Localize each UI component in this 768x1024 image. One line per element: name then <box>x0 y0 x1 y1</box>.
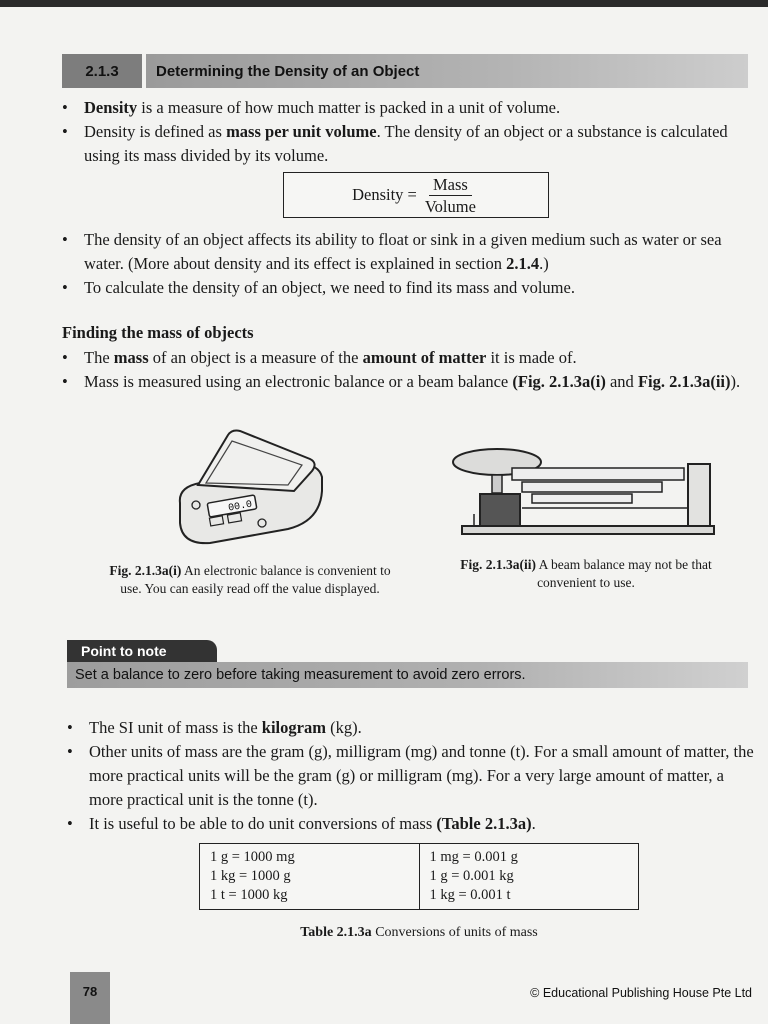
list-item <box>62 370 752 394</box>
conversion-entry: 1 g = 0.001 kg <box>429 868 514 884</box>
list-item <box>62 346 752 370</box>
mass-conversion-table <box>199 843 639 910</box>
subheading-finding-mass: Finding the mass of objects <box>62 323 254 342</box>
density-bullet-list <box>62 228 752 300</box>
table-reference: (Table 2.1.3a) <box>436 814 532 833</box>
conversion-entry: 1 t = 1000 kg <box>210 887 288 903</box>
caption-text: A beam balance may not be that convenient to use. <box>535 557 712 590</box>
bullet-text: To calculate the density of an object, we need to find its mass and volume. <box>84 278 575 297</box>
figure-label: Fig. 2.1.3a(ii) <box>460 557 536 572</box>
conversion-entry: 1 mg = 0.001 g <box>429 849 518 865</box>
table-label: Table 2.1.3a <box>300 925 372 940</box>
unit-bullet-list <box>67 716 757 836</box>
bullet-text: The density of an object affects its ability to float or sink in a given medium such as water or sea water. (More about density and its effect is explained in section <box>84 230 722 273</box>
balance-display-readout: 00.0 <box>227 499 254 515</box>
bullet-text: and <box>605 372 638 391</box>
bold-phrase: mass per unit volume <box>226 122 377 141</box>
caption-text: An electronic balance is convenient to use. You can easily read off the value displayed. <box>120 563 391 596</box>
bullet-text: (kg). <box>325 718 362 737</box>
bullet-text: is a measure of how much matter is packed in a unit of volume. <box>137 98 561 117</box>
caption-text: Conversions of units of mass <box>371 925 538 940</box>
density-formula-box <box>283 172 549 218</box>
figure-reference: Fig. 2.1.3a(ii) <box>637 372 731 391</box>
point-to-note-tab: Point to note <box>67 640 217 662</box>
figure-caption-electronic <box>100 562 400 598</box>
table-row <box>200 844 639 910</box>
conversion-entry: 1 g = 1000 mg <box>210 849 295 865</box>
formula-numerator: Mass <box>429 175 472 196</box>
bullet-text: . <box>531 814 536 833</box>
figure-reference: (Fig. 2.1.3a(i) <box>512 372 606 391</box>
bullet-text: ). <box>730 372 741 391</box>
point-to-note-text: Set a balance to zero before taking measurement to avoid zero errors. <box>67 662 748 688</box>
bullet-text: Mass is measured using an electronic balance or a beam balance <box>84 372 513 391</box>
figure-label: Fig. 2.1.3a(i) <box>109 563 182 578</box>
section-reference: 2.1.4 <box>506 254 540 273</box>
bullet-text: . The density of an object or a substance is calculated using its mass divided by its volume. <box>84 122 728 165</box>
term-density: Density <box>84 98 138 117</box>
list-item <box>62 96 752 120</box>
conversion-entry: 1 kg = 0.001 t <box>429 887 511 903</box>
bullet-text: The <box>84 348 114 367</box>
intro-bullet-list <box>62 96 752 168</box>
section-header <box>62 54 748 88</box>
section-title: Determining the Density of an Object <box>146 54 748 88</box>
bullet-text: of an object is a measure of the <box>148 348 363 367</box>
list-item <box>62 276 752 300</box>
table-caption <box>199 925 639 941</box>
list-item <box>62 228 752 276</box>
section-number: 2.1.3 <box>62 54 142 88</box>
bullet-text: it is made of. <box>486 348 577 367</box>
publisher-credit: © Educational Publishing House Pte Ltd <box>530 986 752 1000</box>
bold-phrase: kilogram <box>261 718 326 737</box>
bullet-text: Density is defined as <box>84 122 227 141</box>
list-item <box>67 740 757 812</box>
conversion-entry: 1 kg = 1000 g <box>210 868 291 884</box>
bullet-text: It is useful to be able to do unit conversions of mass <box>89 814 437 833</box>
bullet-text: .) <box>539 254 549 273</box>
page-number: 78 <box>70 972 110 1024</box>
mass-bullet-list <box>62 346 752 394</box>
electronic-balance-illustration <box>170 425 330 550</box>
figure-caption-beam <box>436 556 736 592</box>
formula-denominator: Volume <box>424 196 476 216</box>
formula-lhs: Density = <box>352 185 417 204</box>
table-cell-left <box>200 844 420 910</box>
bold-phrase: amount of matter <box>362 348 487 367</box>
formula-fraction <box>421 175 480 216</box>
list-item <box>67 716 757 740</box>
bullet-text: Other units of mass are the gram (g), milligram (mg) and tonne (t). For a small amount of matter, the more practical units will be the gram (g) or milligram (mg). For a very large amount of matter, a more practical unit is the tonne (t). <box>89 742 754 809</box>
list-item <box>62 120 752 168</box>
bold-phrase: mass <box>113 348 149 367</box>
list-item <box>67 812 757 836</box>
table-cell-right <box>419 844 639 910</box>
bullet-text: The SI unit of mass is the <box>89 718 262 737</box>
beam-balance-illustration <box>452 442 724 544</box>
